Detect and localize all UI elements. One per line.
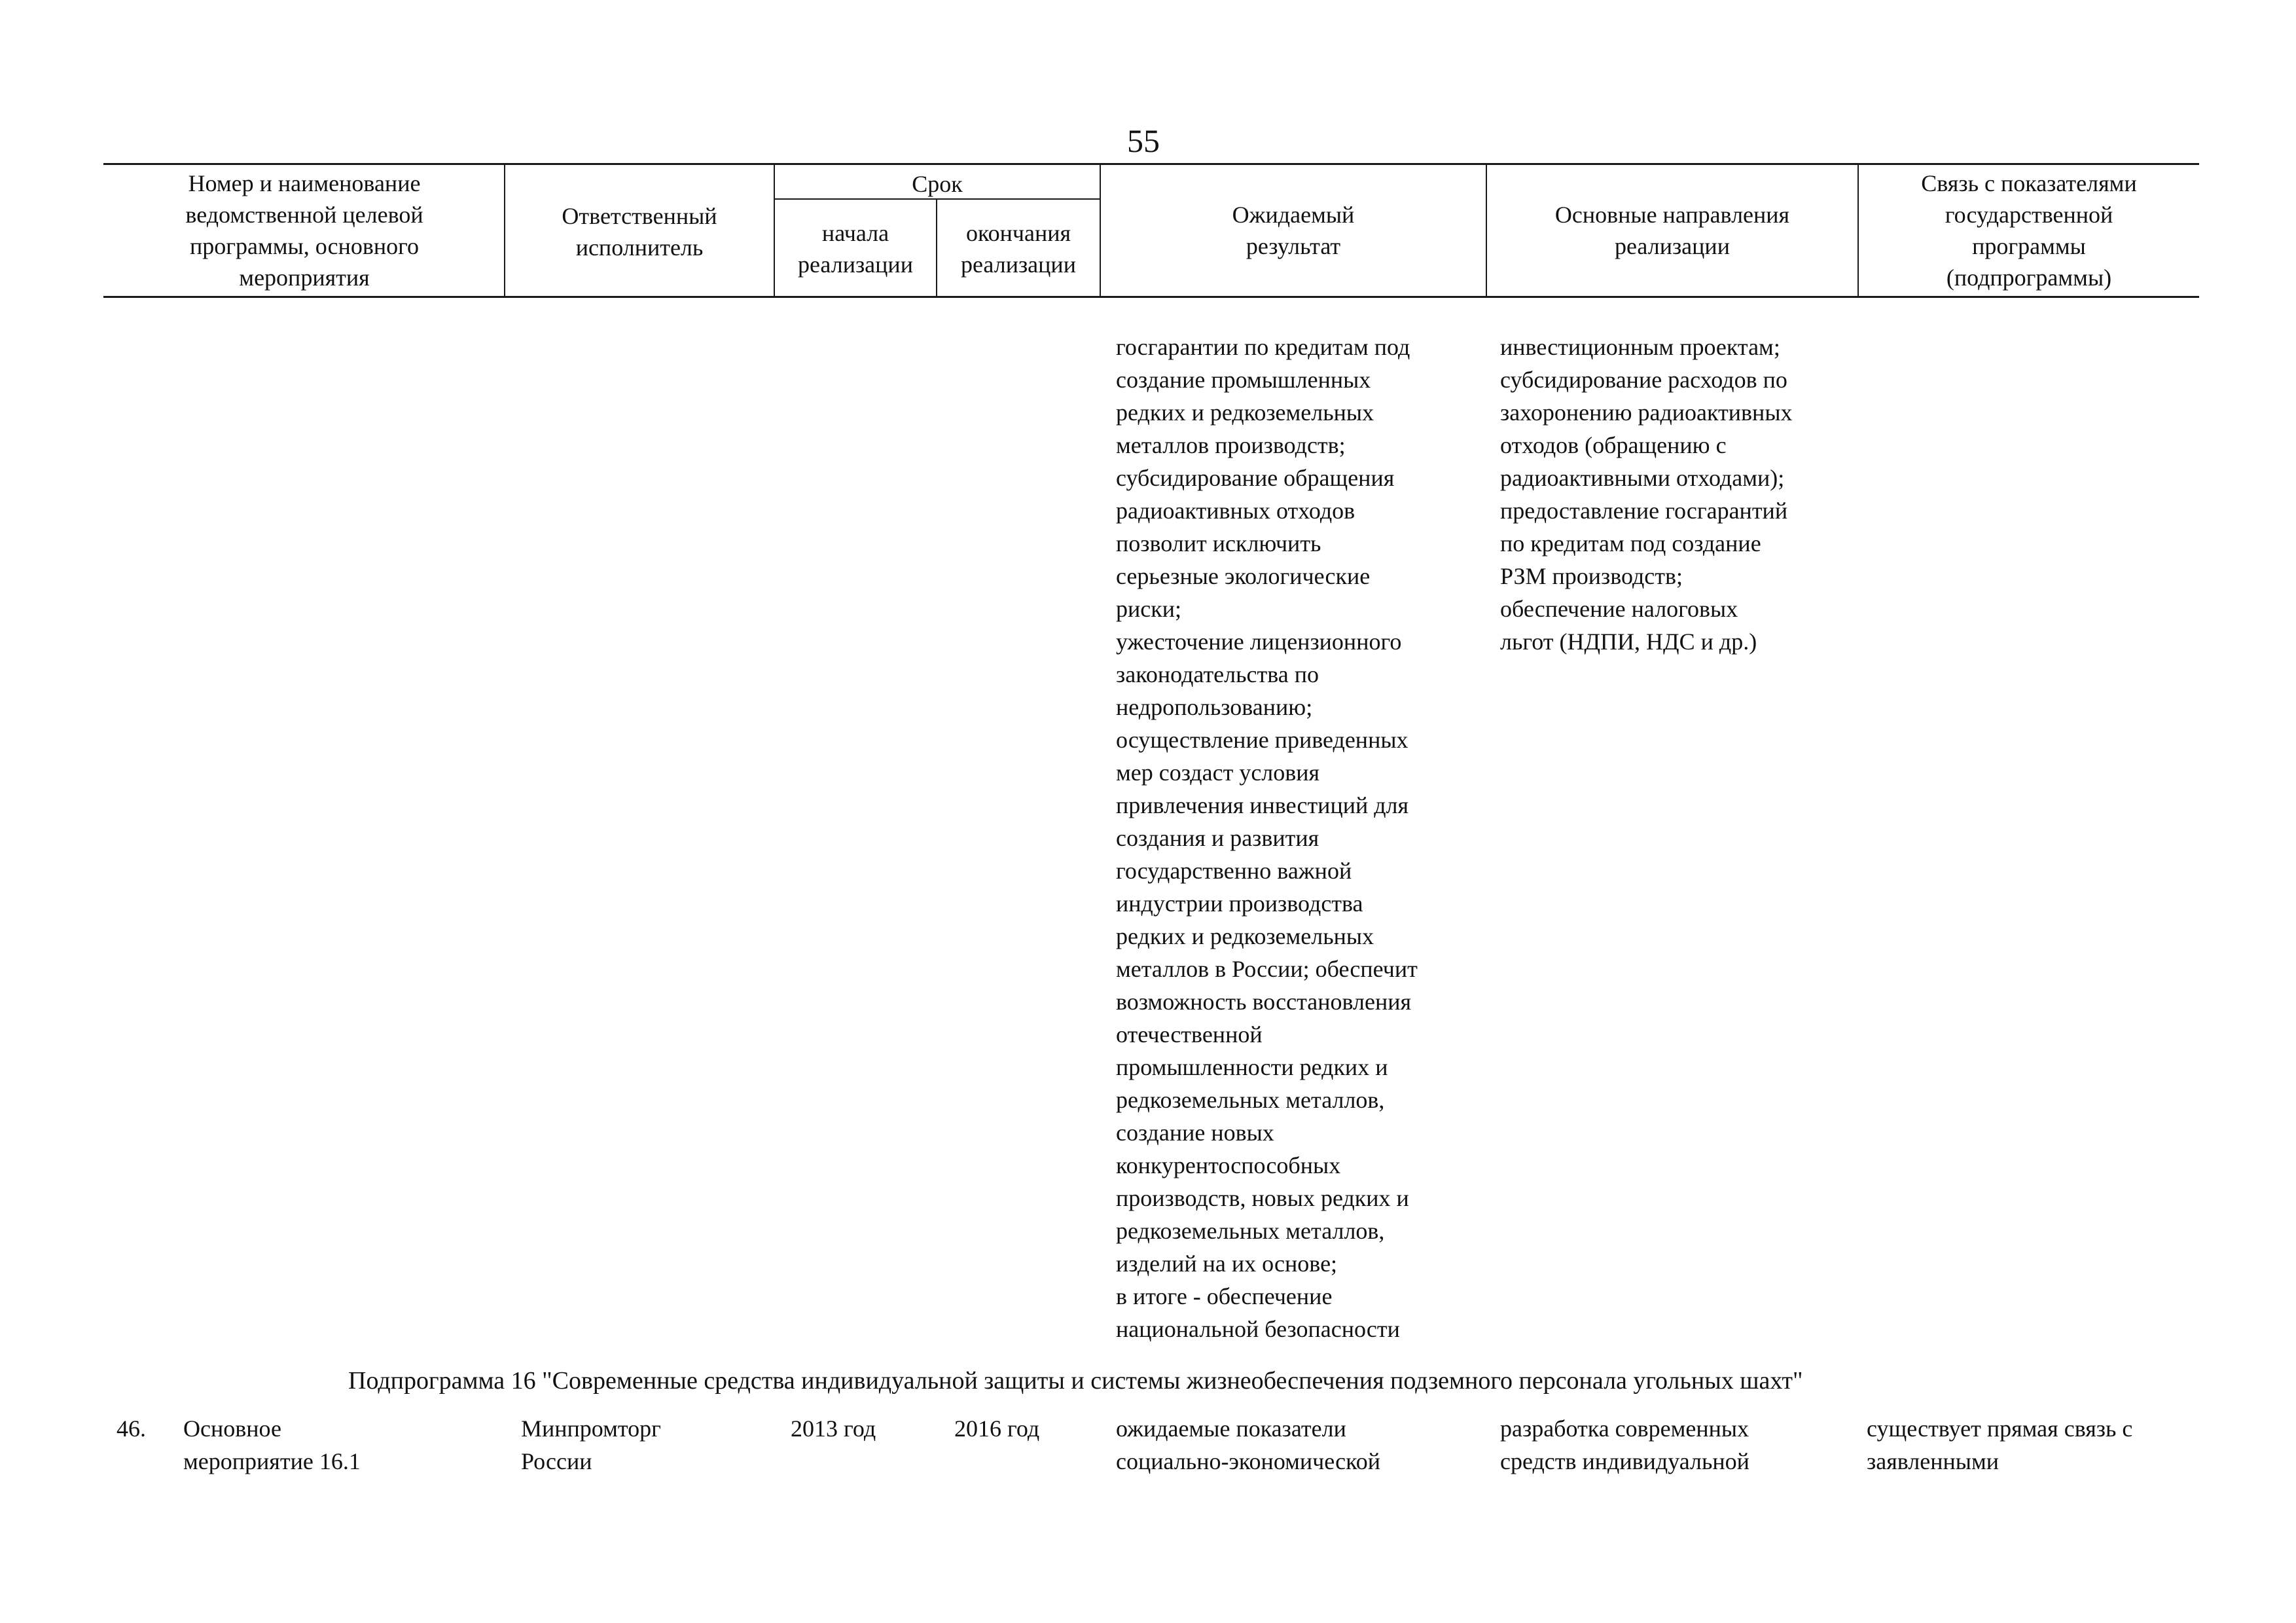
row-directions-line: средств индивидуальной [1500,1448,1749,1474]
directions-text-line: льгот (НДПИ, НДС и др.) [1500,629,1757,655]
result-text-line: субсидирование обращения [1116,465,1395,491]
result-text-line: изделий на их основе; [1116,1250,1338,1277]
header-end-line: окончания [965,220,1071,246]
result-text-line: государственно важной [1116,858,1352,884]
directions-text-line: обеспечение налоговых [1500,596,1738,622]
result-text-line: осуществление приведенных [1116,727,1408,753]
row-number: 46. [117,1415,146,1442]
directions-text-line: субсидирование расходов по [1500,367,1787,393]
result-text-line: серьезные экологические [1116,563,1371,589]
header-top-rule [103,163,2199,165]
header-program-line: программы, основного [189,233,420,259]
result-text-line: мер создаст условия [1116,759,1320,786]
header-term [775,168,1100,200]
row-directions-line: разработка современных [1500,1415,1749,1442]
header-term-label: Срок [912,171,963,197]
result-text-line: в итоге - обеспечение [1116,1283,1333,1309]
result-text-line: редких и редкоземельных [1116,923,1374,949]
result-text-line: привлечения инвестиций для [1116,792,1409,818]
result-text-line: госгарантии по кредитам под [1116,334,1410,360]
result-text-line: отечественной [1116,1021,1263,1048]
header-result-line: Ожидаемый [1232,202,1355,228]
header-directions-line: реализации [1615,233,1730,259]
header-directions [1487,199,1857,262]
header-result [1101,199,1486,262]
header-link-line: (подпрограммы) [1946,264,2112,291]
header-program-line: мероприятия [239,264,370,291]
result-text-line: национальной безопасности [1116,1316,1400,1342]
result-text-line: создание промышленных [1116,367,1371,393]
result-text-line: законодательства по [1116,661,1319,687]
result-text-line: производств, новых редких и [1116,1185,1409,1211]
row-result-line: социально-экономической [1116,1448,1381,1474]
header-link [1859,168,2199,293]
result-text-line: индустрии производства [1116,890,1363,917]
result-text-line: редкоземельных металлов, [1116,1218,1385,1244]
result-text-line: ужесточение лицензионного [1116,629,1402,655]
page-number: 55 [1127,122,1160,159]
header-executor [505,200,774,263]
header-result-line: результат [1246,233,1341,259]
header-start-line: реализации [798,251,913,278]
result-text-line: риски; [1116,596,1182,622]
directions-text-line: захоронению радиоактивных [1500,399,1793,426]
row-result-line: ожидаемые показатели [1116,1415,1346,1442]
result-text-line: создание новых [1116,1120,1274,1146]
directions-text-line: инвестиционным проектам; [1500,334,1780,360]
header-end [937,217,1100,280]
header-executor-line: Ответственный [562,203,717,229]
header-start [775,217,936,280]
header-link-line: Связь с показателями [1921,170,2137,196]
row-name-line: мероприятие 16.1 [183,1448,361,1474]
result-text-line: металлов производств; [1116,432,1346,458]
row-start-year: 2013 год [791,1415,876,1442]
result-text-line: позволит исключить [1116,530,1321,556]
header-program-line: ведомственной целевой [185,202,423,228]
result-text-line: возможность восстановления [1116,989,1412,1015]
header-end-line: реализации [961,251,1076,278]
result-text-line: конкурентоспособных [1116,1152,1341,1178]
header-program-line: Номер и наименование [188,170,421,196]
result-text-line: создания и развития [1116,825,1319,851]
result-text-line: редких и редкоземельных [1116,399,1374,426]
result-text-line: редкоземельных металлов, [1116,1087,1385,1113]
directions-text-line: радиоактивными отходами); [1500,465,1785,491]
row-executor-line: Минпромторг [521,1415,661,1442]
header-link-line: программы [1972,233,2086,259]
header-program-name [105,168,504,293]
header-directions-line: Основные направления [1554,202,1790,228]
row-executor-line: России [521,1448,592,1474]
header-start-line: начала [821,220,889,246]
directions-text-line: РЗМ производств; [1500,563,1683,589]
result-text-line: металлов в России; обеспечит [1116,956,1418,982]
result-text-line: недропользованию; [1116,694,1313,720]
header-link-line: государственной [1945,202,2113,228]
row-link-line: заявленными [1867,1448,1999,1474]
directions-text-line: по кредитам под создание [1500,530,1761,556]
row-name-line: Основное [183,1415,281,1442]
directions-text-line: предоставление госгарантий [1500,498,1788,524]
result-text-line: радиоактивных отходов [1116,498,1355,524]
header-executor-line: исполнитель [575,234,704,261]
result-text-line: промышленности редких и [1116,1054,1388,1080]
row-end-year: 2016 год [954,1415,1040,1442]
directions-text-line: отходов (обращению с [1500,432,1727,458]
row-link-line: существует прямая связь с [1867,1415,2133,1442]
subprogram-title: Подпрограмма 16 "Современные средства индивидуальной защиты и системы жизнеобеспечения подземного персонала угольных шахт" [348,1367,1803,1395]
header-bottom-rule [103,296,2199,298]
